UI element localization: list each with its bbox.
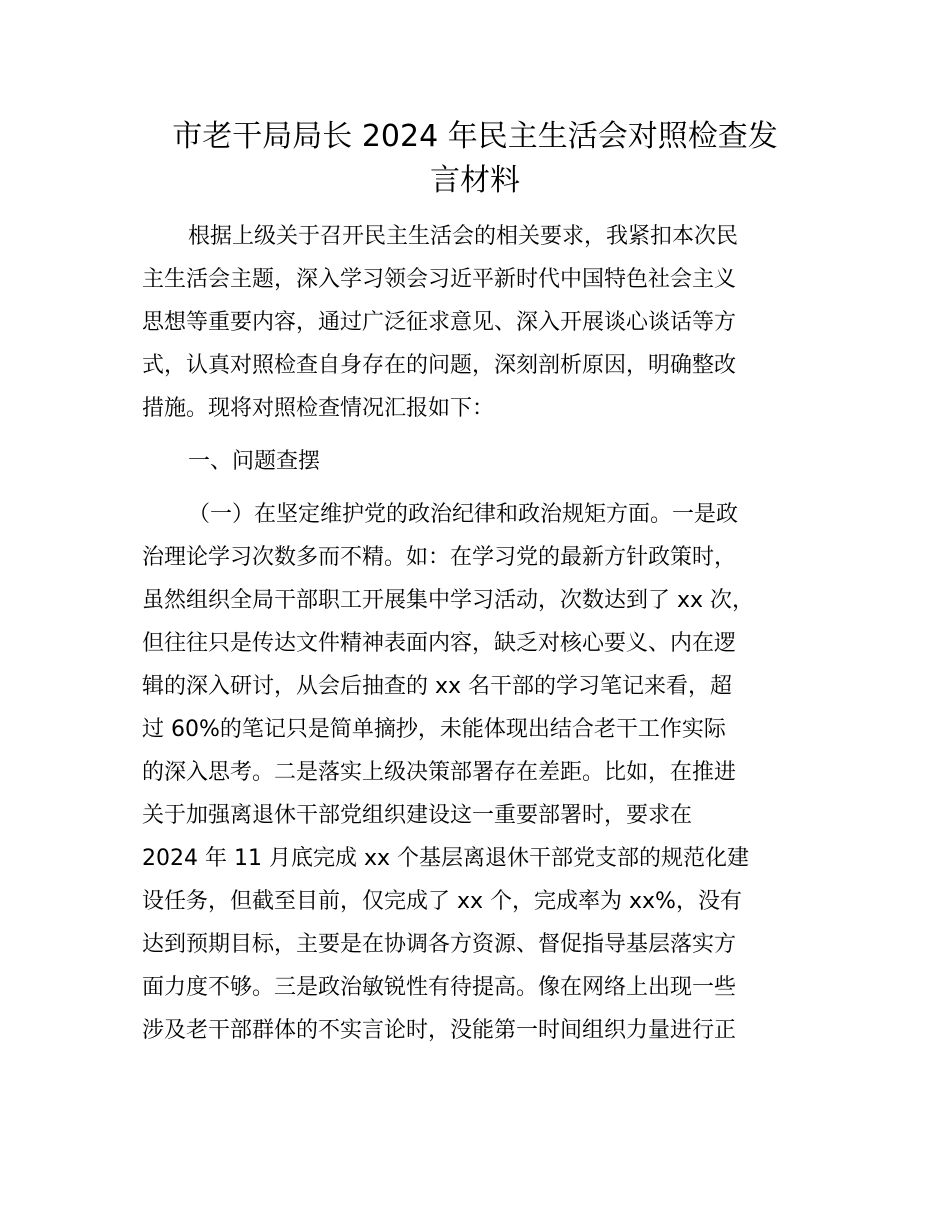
body-line: 虽然组织全局干部职工开展集中学习活动，次数达到了 xx 次， xyxy=(142,588,755,613)
body-line: 治理论学习次数多而不精。如：在学习党的最新方针政策时， xyxy=(142,545,737,570)
body-line: 根据上级关于召开民主生活会的相关要求，我紧扣本次民 xyxy=(188,224,739,249)
body-line: 面力度不够。三是政治敏锐性有待提高。像在网络上出现一些 xyxy=(142,975,737,1000)
body-line: 主生活会主题，深入学习领会习近平新时代中国特色社会主义 xyxy=(142,267,737,292)
body-line: 达到预期目标，主要是在协调各方资源、督促指导基层落实方 xyxy=(142,932,737,957)
body-line: 但往往只是传达文件精神表面内容，缺乏对核心要义、内在逻 xyxy=(142,631,737,656)
body-line: 关于加强离退休干部党组织建设这一重要部署时，要求在 xyxy=(142,803,693,828)
body-line: 2024 年 11 月底完成 xx 个基层离退休干部党支部的规范化建 xyxy=(142,846,749,871)
body-line: 措施。现将对照检查情况汇报如下： xyxy=(142,396,495,421)
document-title-line-1: 市老干局局长 2024 年民主生活会对照检查发 xyxy=(172,119,778,154)
body-line: 的深入思考。二是落实上级决策部署存在差距。比如，在推进 xyxy=(142,760,737,785)
body-line: 式，认真对照检查自身存在的问题，深刻剖析原因，明确整改 xyxy=(142,353,737,378)
document-title-line-2: 言材料 xyxy=(430,163,520,198)
body-line: 思想等重要内容，通过广泛征求意见、深入开展谈心谈话等方 xyxy=(142,310,737,335)
body-line: 涉及老干部群体的不实言论时，没能第一时间组织力量进行正 xyxy=(142,1018,737,1043)
body-line: 过 60%的笔记只是简单摘抄，未能体现出结合老干工作实际 xyxy=(142,717,726,742)
body-line: 辑的深入研讨，从会后抽查的 xx 名干部的学习笔记来看，超 xyxy=(142,674,733,699)
body-line: 设任务，但截至目前，仅完成了 xx 个，完成率为 xx%，没有 xyxy=(142,889,742,914)
section-heading: 一、问题查摆 xyxy=(188,449,321,474)
body-line: （一）在坚定维护党的政治纪律和政治规矩方面。一是政 xyxy=(188,502,739,527)
